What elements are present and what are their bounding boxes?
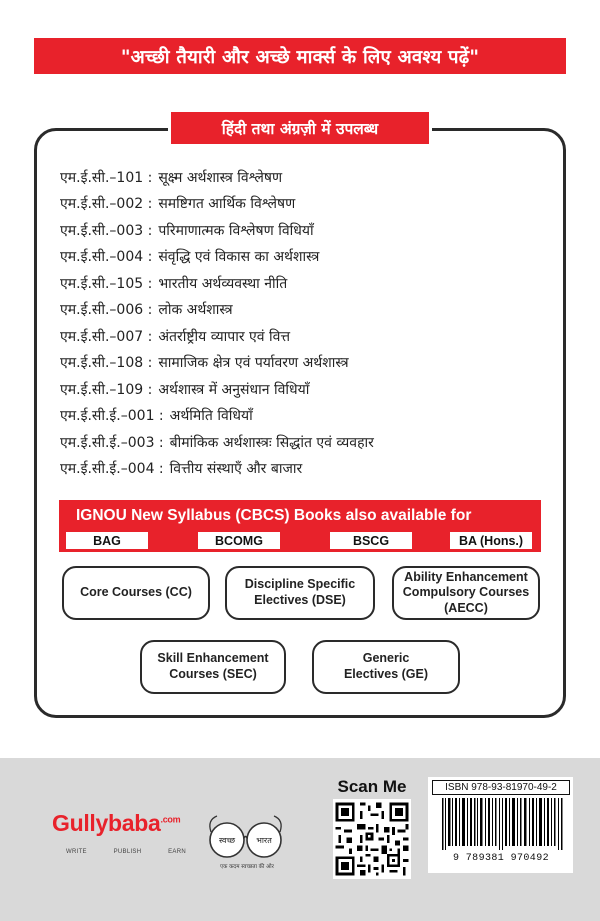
scan-me-label: Scan Me (337, 777, 407, 796)
category-discipline-electives: Discipline Specific Electives (DSE) (225, 566, 375, 620)
course-item: एम.ई.सी.–006 : लोक अर्थशास्त्र (60, 302, 233, 319)
course-item: एम.ई.सी.–004 : संवृद्धि एवं विकास का अर्थशास्त्र (60, 249, 320, 266)
course-item: एम.ई.सी.ई.–001 : अर्थमिति विधियाँ (60, 408, 253, 425)
program-badge-bcomg: BCOMG (198, 532, 280, 549)
program-badge-bag: BAG (66, 532, 148, 549)
category-core-courses: Core Courses (CC) (62, 566, 210, 620)
course-list (60, 164, 540, 482)
isbn-label: ISBN 978-93-81970-49-2 (432, 780, 570, 795)
swachh-right-text: भारत (256, 836, 272, 845)
course-item: एम.ई.सी.ई.–003 : बीमांकिक अर्थशास्त्रः सिद्धांत एवं व्यवहार (60, 434, 374, 451)
qr-code-icon (333, 799, 411, 879)
swachh-bharat-glasses-icon (203, 812, 288, 864)
course-item: एम.ई.सी.–105 : भारतीय अर्थव्यवस्था नीति (60, 275, 288, 292)
course-item: एम.ई.सी.ई.–004 : वित्तीय संस्थाएँ और बाजार (60, 461, 303, 478)
cbcs-title: IGNOU New Syllabus (CBCS) Books also available for (76, 507, 472, 524)
brand-tagline: WRITE PUBLISH EARN (66, 849, 186, 855)
swachh-caption: एक कदम स्वच्छता की ओर (220, 864, 274, 870)
banner-tagline: "अच्छी तैयारी और अच्छे मार्क्स के लिए अवश्य पढ़ें" (120, 46, 480, 68)
category-skill-enhancement: Skill Enhancement Courses (SEC) (140, 640, 286, 694)
swachh-left-text: स्वच्छ (218, 836, 236, 845)
barcode-icon (440, 798, 565, 850)
gullybaba-logo: Gullybaba$^{.com}$ (52, 810, 181, 836)
program-badge-ba-hons: BA (Hons.) (450, 532, 532, 549)
barcode-digits: 9 789381 970492 (452, 853, 549, 864)
course-item: एम.ई.सी.–108 : सामाजिक क्षेत्र एवं पर्यावरण अर्थशास्त्र (60, 355, 349, 372)
top-banner (34, 38, 566, 74)
course-item: एम.ई.सी.–003 : परिमाणात्मक विश्लेषण विधियाँ (60, 222, 314, 239)
course-item: एम.ई.सी.–101 : सूक्ष्म अर्थशास्त्र विश्लेषण (60, 169, 283, 186)
course-item: एम.ई.सी.–109 : अर्थशास्त्र में अनुसंधान विधियाँ (60, 381, 310, 398)
category-generic-electives: Generic Electives (GE) (312, 640, 460, 694)
language-availability-badge: हिंदी तथा अंग्रज़ी में उपलब्ध (168, 109, 432, 147)
course-item: एम.ई.सी.–002 : समष्टिगत आर्थिक विश्लेषण (60, 196, 296, 213)
program-badge-bscg: BSCG (330, 532, 412, 549)
course-item: एम.ई.सी.–007 : अंतर्राष्ट्रीय व्यापार एवं वित्त (60, 328, 291, 345)
category-ability-enhancement: Ability Enhancement Compulsory Courses (AECC) (392, 566, 540, 620)
